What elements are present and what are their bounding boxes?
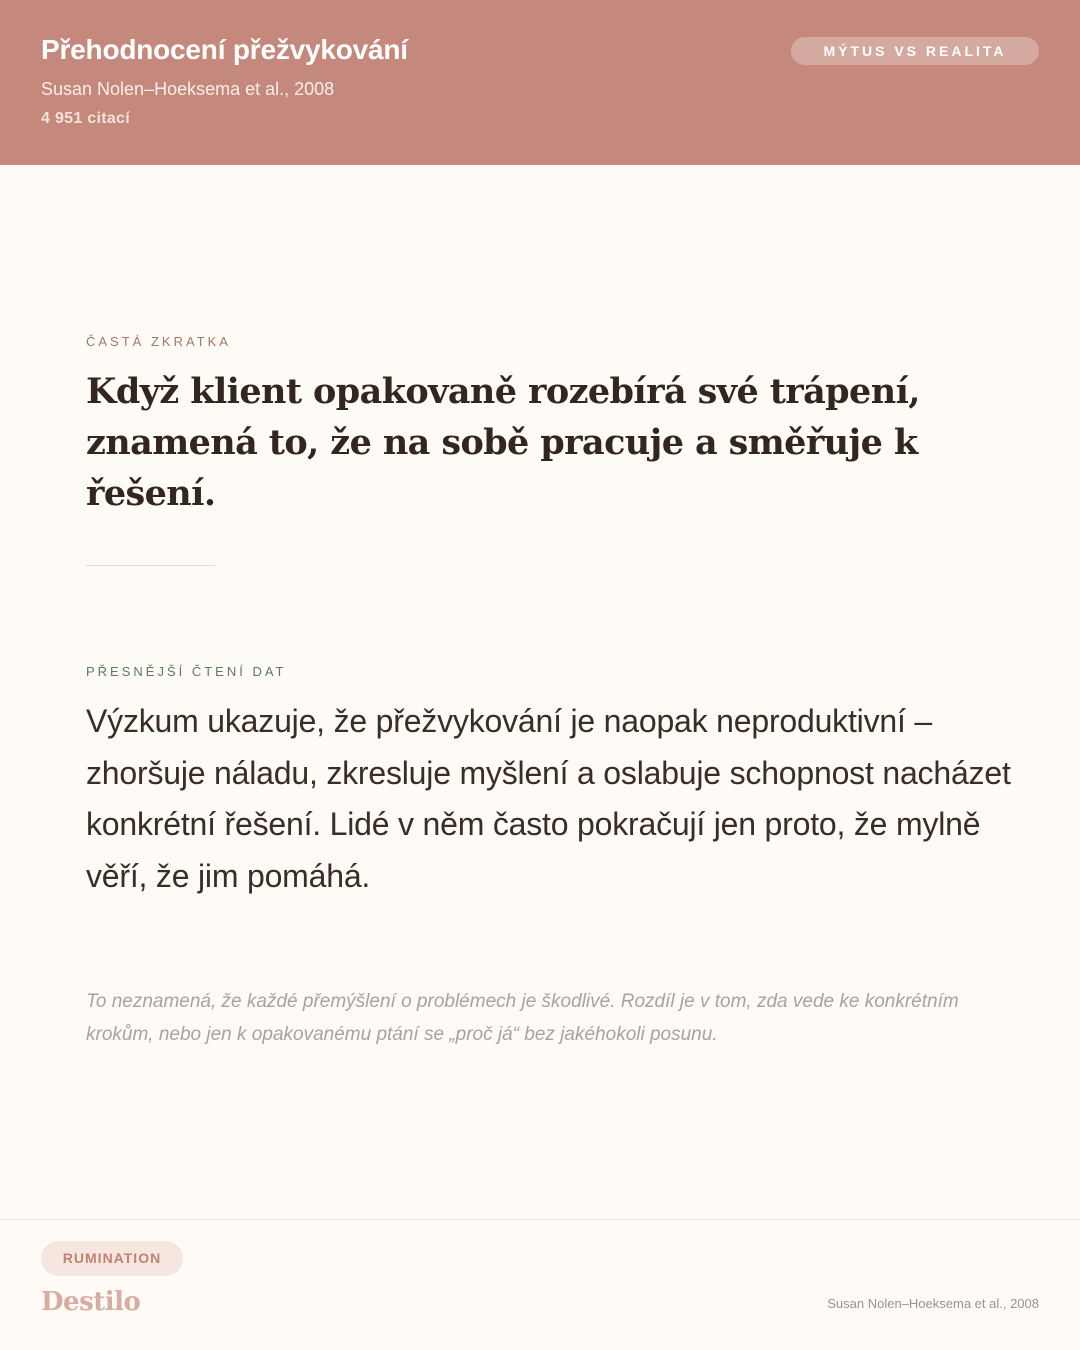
reality-statement: Výzkum ukazuje, že přežvykování je naopak neproduktivní – zhoršuje náladu, zkresluje myšlení a oslabuje schopnost nacházet konkrétní řešení. Lidé v něm často pokračují jen proto, že mylně věří, že jim pomáhá.: [86, 703, 1011, 894]
page-title: Přehodnocení přežvykování: [41, 34, 408, 65]
myth-statement: Když klient opakovaně rozebírá své trápení, znamená to, že na sobě pracuje a směřuje k řešení.: [86, 371, 920, 514]
nuance-note: To neznamená, že každé přemýšlení o problémech je škodlivé. Rozdíl je v tom, zda vede ke konkrétním krokům, nebo jen k opakovanému ptání se „proč já“ bez jakéhokoli posunu.: [86, 991, 959, 1045]
reality-label: PŘESNĚJŠÍ ČTENÍ DAT: [86, 664, 287, 679]
topic-tag: RUMINATION: [41, 1241, 183, 1276]
myth-label: ČASTÁ ZKRATKA: [86, 334, 231, 349]
myth-vs-reality-badge: MÝTUS VS REALITA: [791, 37, 1039, 65]
brand-logo: Destilo: [41, 1287, 141, 1317]
citation-count: 4 951 citací: [41, 110, 130, 127]
footer-divider: [0, 1219, 1080, 1220]
footer-source: Susan Nolen–Hoeksema et al., 2008: [827, 1296, 1039, 1311]
header-authors: Susan Nolen–Hoeksema et al., 2008: [41, 79, 335, 99]
header-band: [0, 0, 1080, 165]
section-divider: [86, 565, 215, 566]
